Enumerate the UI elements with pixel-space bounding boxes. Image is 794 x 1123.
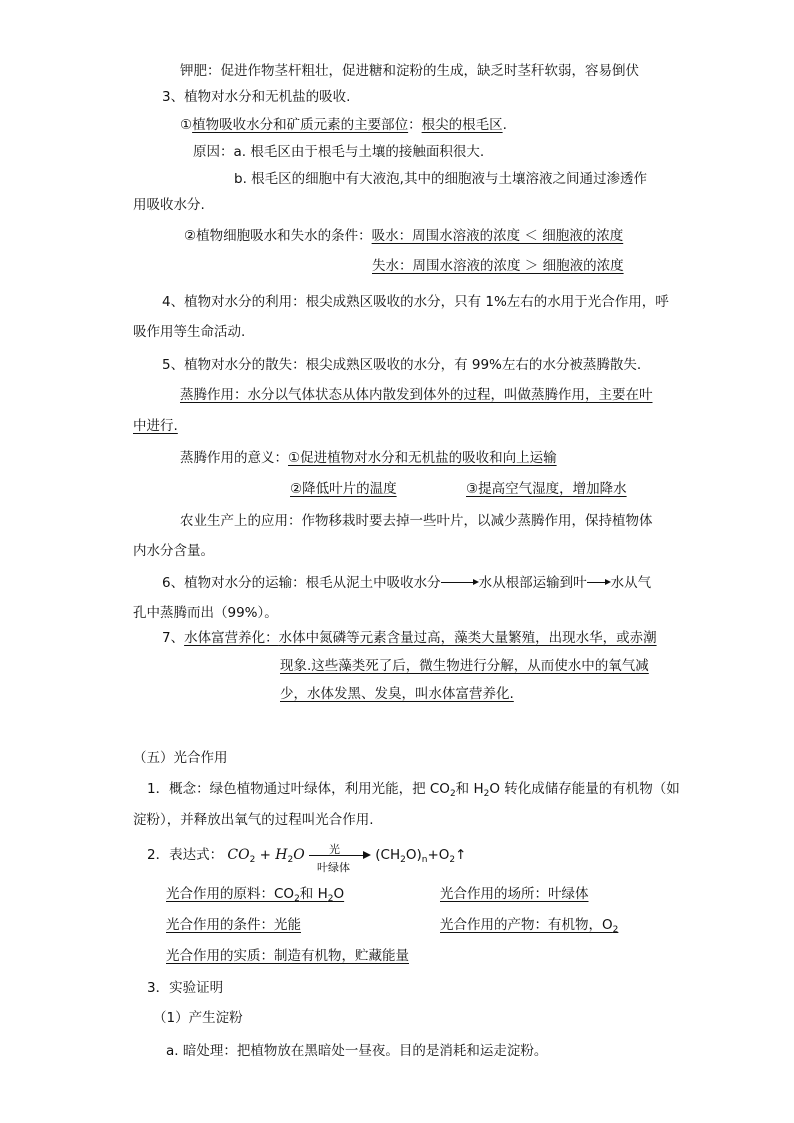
products-text: 光合作用的产物：有机物，O (440, 917, 613, 933)
absorption-site-label: 植物吸收水分和矿质元素的主要部位 (192, 117, 409, 133)
reason-b-cont: 用吸收水分. (133, 197, 205, 213)
reason-b-line: b. 根毛区的细胞中有大液泡,其中的细胞液与土壤溶液之间通过渗透作 (234, 171, 647, 187)
essence: 光合作用的实质：制造有机物，贮藏能量 (166, 948, 409, 964)
eutrophication-def-1: 水体中氮磷等元素含量过高，藻类大量繁殖，出现水华，或赤潮 (278, 630, 657, 646)
formula-product: (CH (375, 847, 401, 863)
concept-text-c: O 转化成储存能量的有机物（如 (489, 781, 680, 797)
experiment-heading: 3．实验证明 (147, 980, 224, 996)
formula-line (147, 843, 467, 874)
meaning-2: ②降低叶片的温度 (290, 481, 397, 497)
experiment-1: （1）产生淀粉 (153, 1010, 243, 1026)
arrow-condition-chloroplast: 叶绿体 (316, 861, 350, 874)
transpiration-def-2: 中进行. (133, 418, 178, 434)
formula-label: 2．表达式： (147, 847, 224, 863)
arrow-condition-light: 光 (328, 843, 340, 856)
subscript: 2 (449, 855, 456, 865)
conditions: 光合作用的条件：光能 (166, 917, 301, 933)
concept-text-a: 1．概念：绿色植物通过叶绿体，利用光能，把 CO (147, 781, 450, 797)
plus-sign: + (255, 847, 276, 863)
subscript: 2 (483, 789, 490, 799)
subscript: 2 (327, 894, 334, 904)
section-5-line1: 5、植物对水分的散失：根尖成熟区吸收的水分，有 99%左右的水分被蒸腾散失. (162, 357, 642, 373)
potash-line: 钾肥：促进作物茎杆粗壮，促进糖和淀粉的生成，缺乏时茎秆软弱，容易倒伏 (180, 63, 639, 79)
item-number: 7、 (162, 630, 185, 646)
raw-materials-o: O (333, 886, 345, 902)
section-4-line1: 4、植物对水分的利用：根尖成熟区吸收的水分，只有 1%左右的水用于光合作用，呼 (162, 294, 669, 310)
reaction-arrow-icon (309, 843, 371, 874)
agri-apply-1: 农业生产上的应用：作物移栽时要去掉一些叶片，以减少蒸腾作用，保持植物体 (180, 513, 653, 529)
concept-line2: 淀粉），并释放出氧气的过程叫光合作用. (133, 812, 374, 828)
subscript: 2 (249, 855, 256, 865)
photosynthesis-heading: （五）光合作用 (133, 750, 228, 766)
subscript: 2 (294, 894, 300, 904)
reason-a-line: 原因：a. 根毛区由于根毛与土壤的接触面积很大. (193, 144, 485, 160)
eutrophication-def-3: 少，水体发黑、发臭，叫水体富营养化. (280, 686, 514, 702)
products (440, 916, 618, 939)
circle-number-1: ① (180, 117, 193, 133)
transport-step-1: 6、植物对水分的运输：根毛从泥土中吸收水分 (162, 575, 441, 591)
section-4-line2: 吸作用等生命活动. (133, 324, 246, 340)
agri-apply-2: 内水分含量。 (133, 543, 214, 559)
absorb-condition: 吸水：周围水溶液的浓度 ＜ 细胞液的浓度 (371, 228, 624, 244)
eutrophication-line1 (162, 629, 657, 647)
site: 光合作用的场所：叶绿体 (440, 886, 589, 902)
eutrophication-term: 水体富营养化： (184, 630, 279, 646)
formula-h: H (275, 847, 288, 863)
raw-materials (166, 885, 344, 908)
subscript: 2 (287, 855, 294, 865)
transpiration-meaning-line (180, 449, 557, 467)
period: . (502, 117, 507, 133)
subscript: 2 (612, 925, 619, 935)
lose-condition: 失水：周围水溶液的浓度 ＞ 细胞液的浓度 (372, 258, 624, 274)
concept-line1 (147, 780, 680, 803)
raw-materials-and: 和 H (299, 886, 328, 902)
formula-oxygen: +O (427, 847, 450, 863)
concept-text-b: 和 H (455, 781, 484, 797)
arrow-right-icon (587, 578, 611, 588)
absorption-site-line (180, 116, 507, 134)
section-6-line1 (162, 574, 651, 592)
up-arrow-icon: ↑ (455, 847, 467, 863)
colon: ： (408, 117, 422, 133)
transport-step-3: 水从气 (610, 575, 652, 591)
transport-step-2: 水从根部运输到叶 (478, 575, 587, 591)
subscript: n (421, 855, 428, 865)
transpiration-def-1: 蒸腾作用：水分以气体状态从体内散发到体外的过程，叫做蒸腾作用，主要在叶 (180, 387, 653, 403)
water-condition-label: ②植物细胞吸水和失水的条件： (184, 228, 372, 244)
raw-materials-text: 光合作用的原料：CO (166, 886, 295, 902)
formula-co: CO (227, 847, 250, 863)
arrow-right-icon (441, 578, 479, 588)
meaning-1: ①促进植物对水分和无机盐的吸收和向上运输 (288, 450, 557, 466)
section-6-line2: 孔中蒸腾而出（99%）。 (133, 605, 278, 621)
meaning-3: ③提高空气湿度，增加降水 (466, 481, 627, 497)
formula-product-mid: O) (405, 847, 422, 863)
subscript: 2 (400, 855, 406, 865)
experiment-1a: a. 暗处理：把植物放在黑暗处一昼夜。目的是消耗和运走淀粉。 (166, 1043, 548, 1059)
eutrophication-def-2: 现象.这些藻类死了后，微生物进行分解，从而使水中的氧气减 (280, 658, 649, 674)
formula-o: O (293, 847, 305, 863)
meaning-label: 蒸腾作用的意义： (180, 450, 288, 466)
absorption-site-value: 根尖的根毛区 (421, 117, 503, 133)
water-condition-line (184, 227, 623, 245)
subscript: 2 (449, 789, 456, 799)
section-3-title: 3、植物对水分和无机盐的吸收. (162, 89, 351, 105)
